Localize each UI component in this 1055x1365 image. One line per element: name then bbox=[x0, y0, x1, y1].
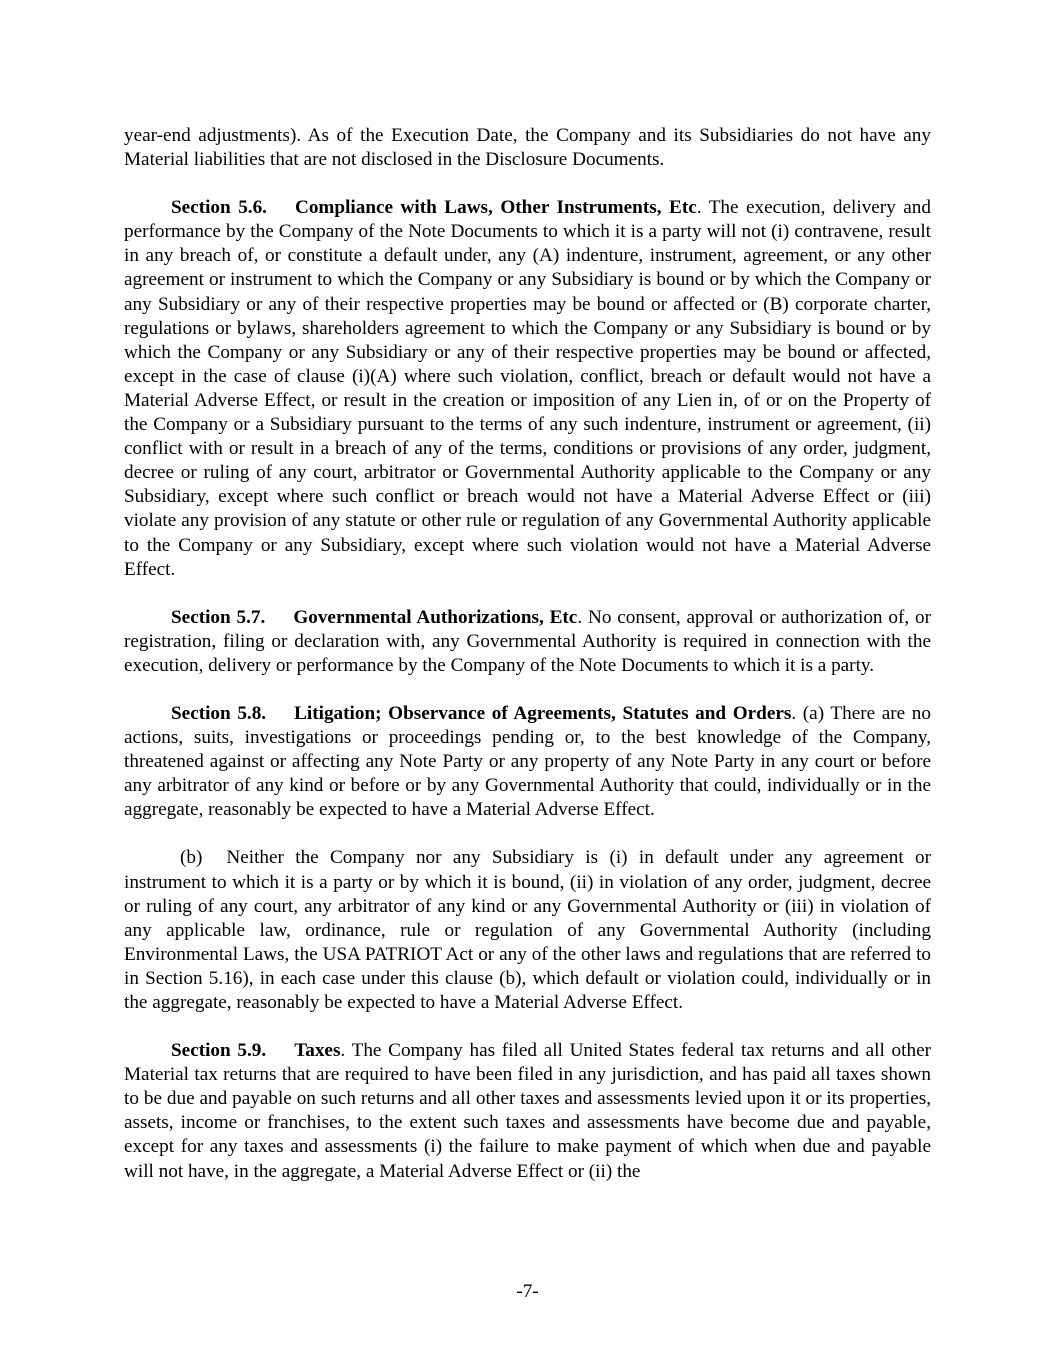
section-body: . (a) There are no actions, suits, investigations or proceedings pending or, to the best knowledge of the Company, threatened against or affecting any Note Party or any property of any Note Party in any court or before any arbitrator of any kind or before or by any Governmental Authority that could, individually or in the aggregate, reasonably be expected to have a Material Adverse Effect. bbox=[124, 702, 931, 821]
section-body: . The execution, delivery and performance by the Company of the Note Documents to which it is a party will not (i) contravene, result in any breach of, or constitute a default under, any (A) indenture, instrument, agreement, or any other agreement or instrument to which the Company or any Subsidiary is bound or by which the Company or any Subsidiary or any of their respective properties may be bound or affected or (B) corporate charter, regulations or bylaws, shareholders agreement to which the Company or any Subsidiary is bound or by which the Company or any Subsidiary or any of their respective properties may be bound or affected, except in the case of clause (i)(A) where such violation, conflict, breach or default would not have a Material Adverse Effect, or result in the creation or imposition of any Lien in, of or on the Property of the Company or a Subsidiary pursuant to the terms of any such indenture, instrument or agreement, (ii) conflict with or result in a breach of any of the terms, conditions or provisions of any order, judgment, decree or ruling of any court, arbitrator or Governmental Authority applicable to the Company or any Subsidiary, except where such conflict or breach would not have a Material Adverse Effect or (iii) violate any provision of any statute or other rule or regulation of any Governmental Authority applicable to the Company or any Subsidiary, except where such violation would not have a Material Adverse Effect. bbox=[124, 197, 931, 580]
document-page bbox=[124, 124, 931, 1208]
section-5-6-paragraph bbox=[124, 196, 931, 582]
section-5-7-paragraph bbox=[124, 606, 931, 678]
page-number: -7- bbox=[516, 1281, 539, 1302]
section-5-9-paragraph bbox=[124, 1039, 931, 1184]
section-number: Section 5.9. bbox=[171, 1040, 267, 1062]
subclause-body: Neither the Company nor any Subsidiary is (i) in default under any agreement or instrument to which it is a party or by which it is bound, (ii) in violation of any order, judgment, decree or ruling of any court, any arbitrator of any kind or any Governmental Authority or (iii) in violation of any applicable law, ordinance, rule or regulation of any Governmental Authority (including Environmental Laws, the USA PATRIOT Act or any of the other laws and regulations that are referred to in Section 5.16), in each case under this clause (b), which default or violation could, individually or in the aggregate, reasonably be expected to have a Material Adverse Effect. bbox=[124, 847, 931, 1013]
section-body: . No consent, approval or authorization of, or registration, filing or declaration with, any Governmental Authority is required in connection with the execution, delivery or performance by the Company of the Note Documents to which it is a party. bbox=[124, 606, 931, 676]
section-number: Section 5.7. bbox=[171, 606, 266, 628]
section-title: Taxes bbox=[294, 1040, 341, 1062]
section-title: Compliance with Laws, Other Instruments, Etc bbox=[294, 197, 697, 219]
section-number: Section 5.8. bbox=[171, 702, 267, 724]
subclause-b-paragraph bbox=[124, 846, 931, 1015]
section-title: Litigation; Observance of Agreements, Statutes and Orders bbox=[294, 702, 792, 724]
section-number: Section 5.6. bbox=[171, 197, 267, 219]
section-title: Governmental Authorizations, Etc bbox=[293, 606, 578, 628]
subclause-label: (b) bbox=[180, 847, 203, 869]
section-5-8-paragraph bbox=[124, 702, 931, 822]
continuation-paragraph: year-end adjustments). As of the Execution Date, the Company and its Subsidiaries do not have any Material liabilities that are not disclosed in the Disclosure Documents. bbox=[124, 125, 931, 171]
section-body: . The Company has filed all United States federal tax returns and all other Material tax returns that are required to have been filed in any jurisdiction, and has paid all taxes shown to be due and payable on such returns and all other taxes and assessments levied upon it or its properties, assets, income or franchises, to the extent such taxes and assessments have become due and payable, except for any taxes and assessments (i) the failure to make payment of which when due and payable will not have, in the aggregate, a Material Adverse Effect or (ii) the bbox=[124, 1040, 931, 1182]
